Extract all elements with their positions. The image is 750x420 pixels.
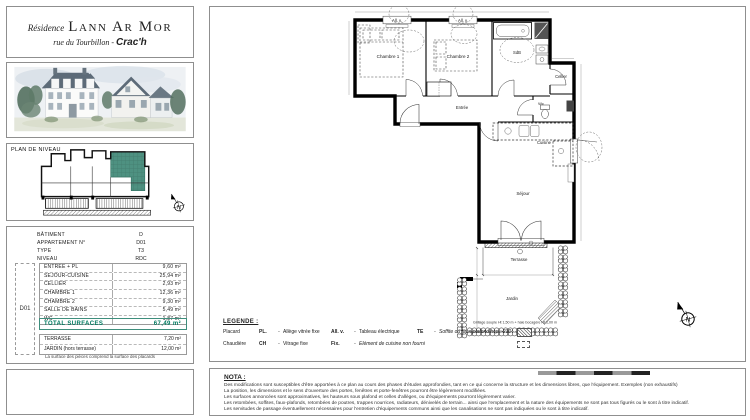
info-label: TYPE	[37, 248, 52, 254]
room-name: JARDIN (hors terrasse)	[44, 346, 96, 352]
building-illustration	[6, 62, 194, 138]
room-label-chambre1: Chambre 1	[376, 54, 400, 59]
room-area: 5,49 m²	[112, 307, 186, 315]
fence-note: Grillage souple Ht 1,50 m + haie bocagère Ht 1,00 m	[472, 320, 558, 325]
legend-row	[223, 328, 553, 337]
room-name: ENTREE + PL	[44, 264, 79, 270]
info-row	[7, 231, 193, 239]
legend-term: Allège vitrée fixe	[283, 329, 320, 335]
table-row	[40, 345, 186, 354]
legend-desc: Elément de cuisine non fourni	[359, 341, 425, 347]
compass-n: N	[685, 316, 691, 324]
nota-text	[224, 383, 736, 413]
level-plan-drawing	[7, 144, 193, 220]
residence-label: Résidence	[27, 23, 65, 33]
nota-line: Les servitudes de passage éventuellement nécessaires pour l'entretien d'équipements communs ainsi que les canalisations ne sont pas indiquées ou le sont à titre indicatif.	[224, 407, 589, 413]
building-illustration-image	[7, 63, 193, 137]
info-value: T3	[137, 248, 145, 254]
total-surfaces-row	[39, 318, 187, 330]
shower-column	[535, 23, 549, 40]
nota-panel	[209, 368, 746, 416]
room-name: SEJOUR-CUISINE	[44, 272, 90, 279]
highlighted-unit-area	[111, 152, 145, 191]
window-label: All. v.	[392, 18, 402, 23]
electrical-panel	[567, 101, 575, 112]
street-label: rue du Tourbillon -	[53, 38, 115, 47]
outdoor-table	[39, 334, 187, 355]
info-row	[7, 247, 193, 255]
legend-separator: -	[354, 329, 356, 335]
info-label: NIVEAU	[37, 256, 58, 262]
room-area: 1,87 m²	[112, 316, 186, 324]
legend-term: Tableau électrique	[359, 329, 400, 335]
info-label: BÂTIMENT	[37, 232, 65, 238]
room-label-jardin: Jardin	[506, 296, 518, 301]
bathtub	[494, 23, 532, 40]
table-footnote: La surface des pièces comprend la surface des placards	[45, 354, 155, 359]
level-plan-panel	[6, 143, 194, 221]
legend-separator: -	[278, 341, 280, 347]
legend-row	[223, 340, 553, 349]
surfaces-table	[39, 263, 187, 325]
table-row	[40, 264, 186, 273]
legend-abbr: PL.	[259, 329, 267, 335]
legend-desc: Soffite ou faux-plafond hsp ~230	[439, 329, 512, 335]
unit-info	[7, 231, 193, 263]
nota-heading: NOTA :	[224, 374, 246, 381]
legend-term: Placard	[223, 329, 240, 335]
room-area: 7,20 m²	[112, 335, 186, 344]
window-label: All. v.	[458, 18, 468, 23]
nota-line: Les surfaces annoncées sont approximatives, les hauteurs sous plafond et celles d'allèges, ou d'équipements pourront légèrement varier.	[224, 395, 516, 401]
residence-title	[7, 18, 193, 36]
room-label-sejour: Séjour	[516, 191, 530, 196]
legend-separator: -	[434, 329, 436, 335]
floor-plan-panel	[209, 6, 746, 362]
room-label-cuisine: Cuisine	[537, 140, 551, 145]
table-row	[40, 307, 186, 316]
mini-compass-n: N	[177, 204, 181, 211]
room-name: WC	[44, 316, 53, 323]
room-area: 9,30 m²	[112, 299, 186, 307]
table-row	[40, 281, 186, 290]
room-area: 25,94 m²	[112, 273, 186, 281]
legend-term: Chaudière	[223, 341, 247, 347]
room-area: 12,00 m²	[112, 345, 186, 354]
table-row	[40, 299, 186, 308]
legend-separator: -	[278, 329, 280, 335]
north-compass-icon	[675, 298, 699, 329]
room-area: 9,60 m²	[112, 264, 186, 272]
level-plan-title: PLAN DE NIVEAU	[11, 147, 61, 153]
info-value: D	[139, 232, 143, 238]
room-label-cellier: Cellier	[555, 74, 567, 79]
entry-closet	[427, 82, 451, 96]
legend	[223, 319, 553, 349]
legend-heading: LEGENDE :	[223, 319, 259, 325]
room-label-chambre2: Chambre 2	[446, 54, 470, 59]
legend-abbr: TE	[417, 329, 424, 335]
address-line	[7, 37, 193, 48]
table-row	[40, 290, 186, 299]
room-name: CHAMBRE 2	[44, 298, 75, 305]
legend-abbr: CH	[259, 341, 267, 347]
unit-id-cell: D01	[15, 263, 35, 355]
room-label-wc: Wc	[538, 101, 544, 106]
room-name: CHAMBRE 1	[44, 290, 75, 297]
legend-abbr: Fix.	[331, 341, 340, 347]
scale-bar	[538, 371, 650, 375]
nota-line: Les retombées, soffites, faux-plafonds, retombées de poutres, trappes nourrices, radiateurs, dénivelés de terrain... ainsi que l'emplacement et la nature des équipements ne sont pas tous figurés ou le sont à titre indicatif.	[224, 401, 690, 407]
nota-line: La position, les dimensions et le sens d'ouverture des portes, fenêtres et porte-fenêtres pourront être légèrement modifiées.	[224, 389, 487, 395]
balcony-strips	[42, 196, 151, 215]
info-row	[7, 239, 193, 247]
residence-name: Lann Ar Mor	[68, 19, 173, 35]
total-label: TOTAL SURFACES	[44, 321, 104, 327]
title-block	[6, 6, 194, 58]
info-value: D01	[136, 240, 146, 246]
legend-separator: -	[354, 341, 356, 347]
room-name: CELLIER	[44, 281, 67, 288]
floor-plan-drawing	[210, 7, 745, 361]
room-area: 12,36 m²	[112, 290, 186, 298]
total-value: 67,49 m²	[153, 321, 181, 327]
room-label-sdb: SdB	[513, 50, 521, 55]
city-label: Crac'h	[116, 37, 147, 48]
soffit-hatch-icon	[517, 328, 532, 337]
info-label: APPARTEMENT N°	[37, 240, 86, 246]
room-label-terrasse: Terrasse	[510, 257, 528, 262]
empty-cartouche-box	[6, 369, 194, 415]
kitchen-dashed-icon	[517, 341, 530, 348]
table-row	[40, 335, 186, 345]
hedge-right	[558, 246, 568, 317]
surface-table-panel	[6, 226, 194, 364]
table-row	[40, 273, 186, 282]
legend-abbr: All. v.	[331, 329, 344, 335]
nota-line: Des modifications sont susceptibles d'être apportées à ce plan au cours des phases d'études approfondies, tant en ce qui concerne la structure et les dimensions libres, que l'équipement. Exemples (non exhaustifs)	[224, 383, 678, 388]
room-name: SALLE DE BAINS	[44, 307, 88, 314]
info-row	[7, 255, 193, 263]
room-name: TERRASSE	[44, 336, 71, 342]
legend-term: Vitrage fixe	[283, 341, 308, 347]
info-value: RDC	[135, 256, 147, 262]
room-label-entree: Entrée	[455, 105, 469, 110]
room-area: 2,93 m²	[112, 281, 186, 289]
terrace-area	[457, 243, 553, 288]
